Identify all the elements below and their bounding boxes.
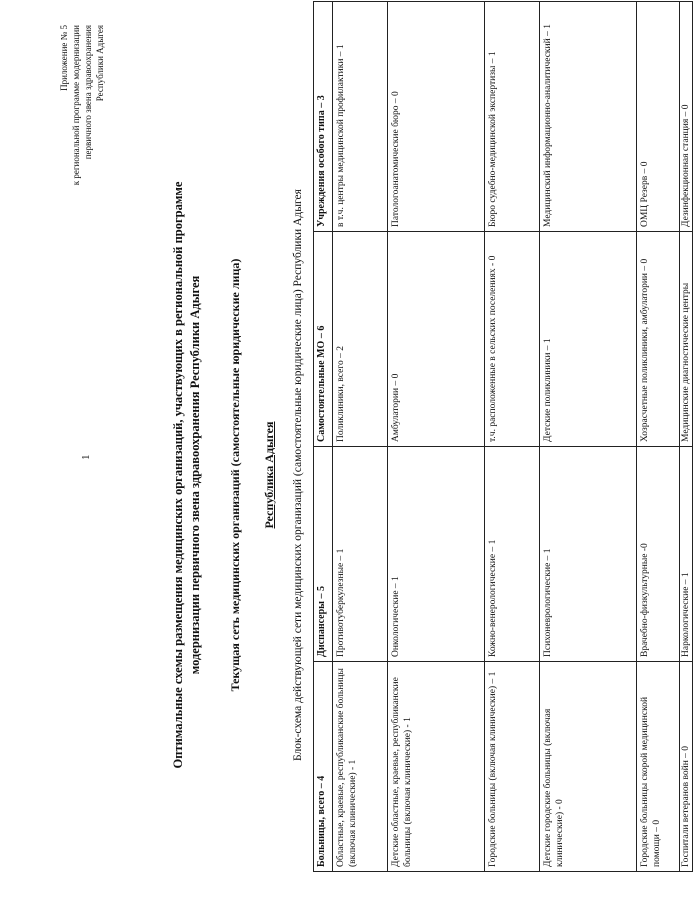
table-row [388,2,485,872]
table-cell: Противотуберкулезные – 1 [333,447,388,662]
table-cell: Бюро судебно-медицинской экспертизы – 1 [485,2,540,232]
table-row [680,2,693,872]
appendix-line: первичного звена здравоохранения [83,25,93,160]
table-cell: Амбулатории – 0 [388,232,485,447]
table-cell: Поликлиники, всего – 2 [333,232,388,447]
table-cell: Госпитали ветеранов войн – 0 [680,662,693,872]
header-special-institutions: Учреждения особого типа – 3 [314,2,333,232]
header-dispensaries: Диспансеры – 5 [314,447,333,662]
document-title [170,115,204,835]
table-row [485,2,540,872]
appendix-line: Приложение № 5 [59,25,69,91]
table-cell: Городские больницы скорой медицинской помощи – 0 [637,662,680,872]
table-cell: Детские областные, краевые, республиканские больницы (включая клинические) - 1 [388,662,485,872]
title-line: модернизации первичного звена здравоохранения Республики Адыгея [188,275,202,675]
document-subtitle: Текущая сеть медицинских организаций (самостоятельные юридические лица) [228,258,242,692]
appendix-line: к региональной программе модернизации [71,25,81,186]
table-cell: Онкологические – 1 [388,447,485,662]
table-cell: Медицинский информационно-аналитический – 1 [540,2,637,232]
table-cell: ОМЦ Резерв – 0 [637,2,680,232]
table-header-row [314,2,333,872]
page-number: 1 [80,454,92,460]
table-caption: Блок-схема действующей сети медицинских организаций (самостоятельные юридические лица) Республики Адыгея [292,189,304,761]
table-cell: Городские больницы (включая клинические) – 1 [485,662,540,872]
table-cell: Психоневрологические – 1 [540,447,637,662]
table-cell: Врачебно-физкультурные -0 [637,447,680,662]
table-cell: Областные, краевые, республиканские больницы (включая клинические) - 1 [333,662,388,872]
table-cell: Дезинфекционная станция – 0 [680,2,693,232]
appendix-header [58,25,106,325]
table-row [333,2,388,872]
table-cell: Наркологические – 1 [680,447,693,662]
table-cell: Детские поликлиники – 1 [540,232,637,447]
table-cell: Хозрасчетные поликлиники, амбулатории – 0 [637,232,680,447]
table-cell: Медицинские диагностические центры [680,232,693,447]
table-cell: т.ч. расположенные в сельских поселениях - 0 [485,232,540,447]
table-cell: в т.ч. центры медицинской профилактики – 1 [333,2,388,232]
title-line: Оптимальные схемы размещения медицинских организаций, участвующих в региональной программе [171,181,185,769]
organizations-table [313,1,693,872]
table-row [637,2,680,872]
region-heading [262,115,277,835]
table-row [540,2,637,872]
header-hospitals: Больницы, всего – 4 [314,662,333,872]
header-independent-mo: Самостоятельные МО – 6 [314,232,333,447]
table-cell: Кожно-венерологические – 1 [485,447,540,662]
table-cell: Детские городские больницы (включая клинические) - 0 [540,662,637,872]
region-name: Республика Адыгея [262,421,276,529]
appendix-line: Республики Адыгея [95,25,105,102]
table-cell: Патологоанатомические бюро – 0 [388,2,485,232]
